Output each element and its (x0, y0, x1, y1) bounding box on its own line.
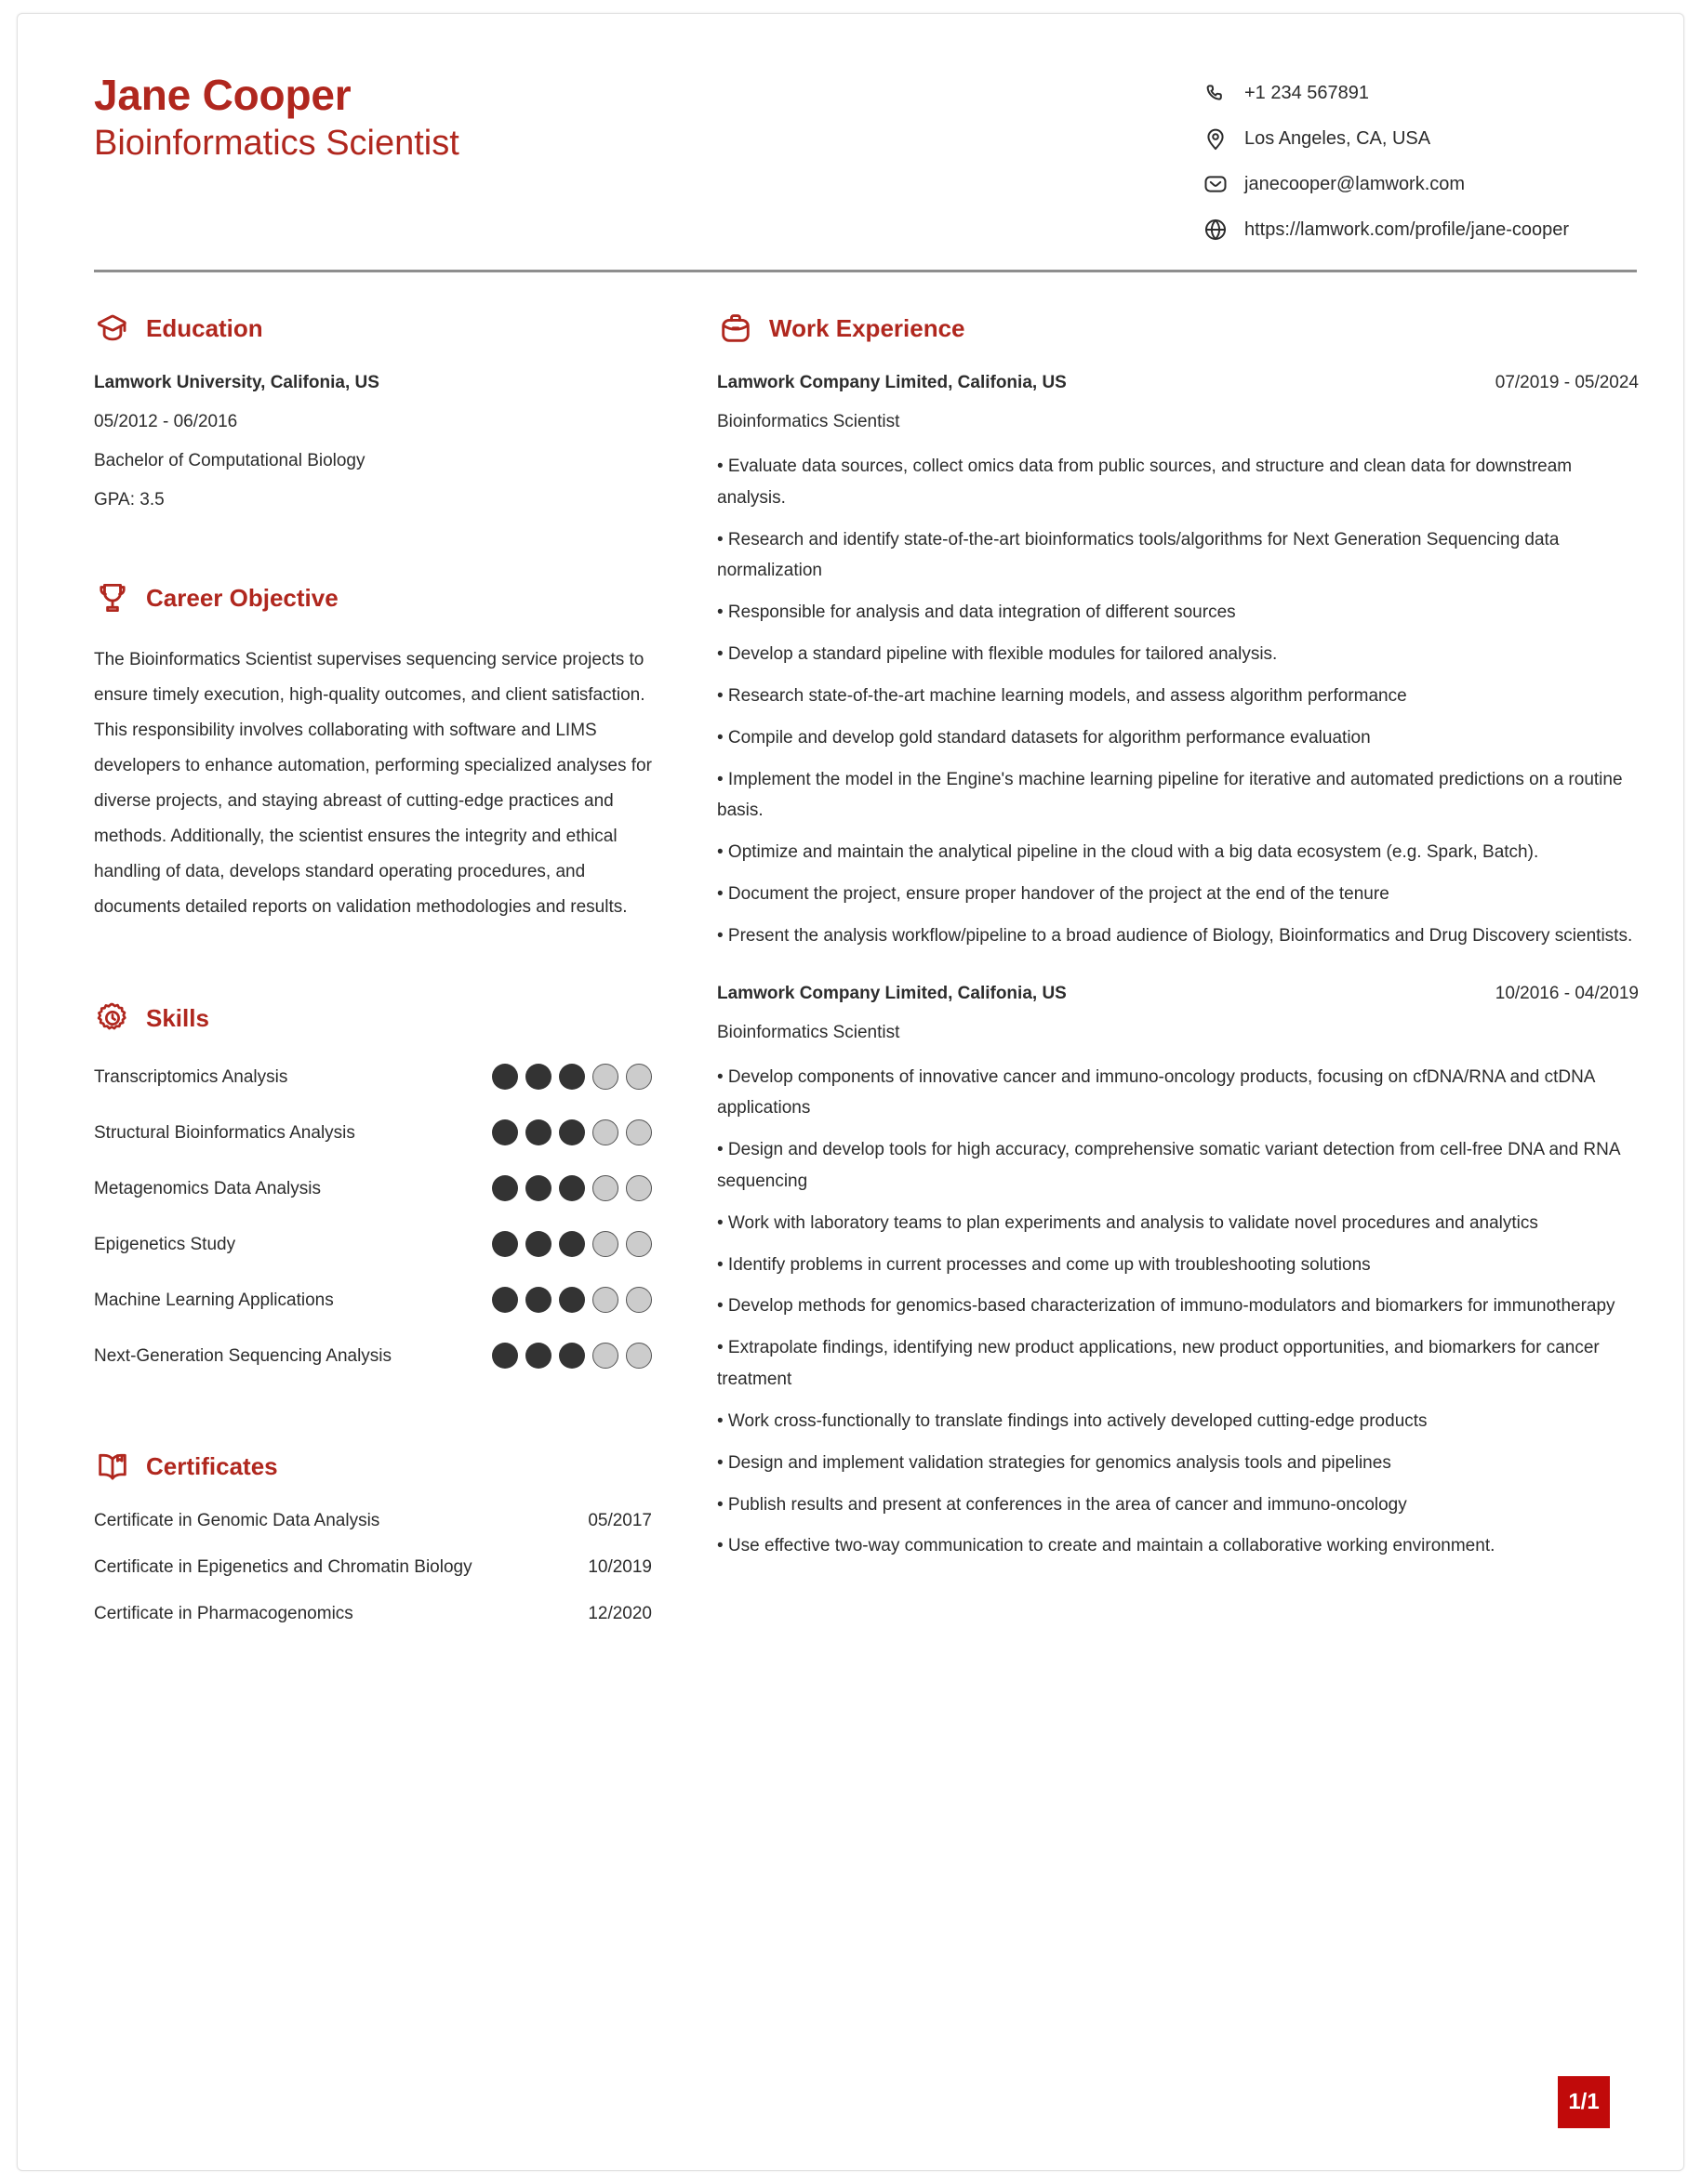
skill-item (94, 1174, 652, 1202)
education-gpa: GPA: 3.5 (94, 490, 165, 510)
skill-rating (492, 1231, 652, 1257)
job-bullet: • Develop a standard pipeline with flexible modules for tailored analysis. (717, 644, 1278, 665)
rating-dot-filled (559, 1343, 585, 1369)
rating-dot-empty (592, 1064, 618, 1090)
skill-rating (492, 1175, 652, 1201)
job-bullet: • Compile and develop gold standard datasets for algorithm performance evaluation (717, 727, 1371, 748)
certificate-date: 05/2017 (588, 1511, 652, 1530)
skill-label: Machine Learning Applications (94, 1290, 334, 1310)
education-dates: 05/2012 - 06/2016 (94, 412, 238, 431)
rating-dot-empty (626, 1343, 652, 1369)
job-bullet: • Use effective two-way communication to create and maintain a collaborative working environment. (717, 1536, 1495, 1556)
rating-dot-filled (525, 1119, 551, 1145)
skill-rating (492, 1064, 652, 1090)
section-education (94, 310, 652, 510)
job-bullet: • Design and develop tools for high accuracy, comprehensive somatic variant detection from cell-free DNA and RNA sequencing (717, 1140, 1620, 1191)
header-divider (94, 270, 1637, 272)
section-skills (94, 999, 652, 1370)
left-column (94, 310, 652, 1634)
contact-item-website[interactable] (1202, 216, 1633, 244)
skill-item (94, 1342, 652, 1370)
globe-icon (1202, 216, 1229, 244)
job-bullet: • Implement the model in the Engine's machine learning pipeline for iterative and automated predictions on a routine basis. (717, 769, 1623, 821)
certificates-header (94, 1448, 652, 1485)
contact-email-value: janecooper@lamwork.com (1244, 174, 1466, 194)
certificate-name: Certificate in Epigenetics and Chromatin Biology (94, 1557, 472, 1577)
job-bullet: • Research state-of-the-art machine learning models, and assess algorithm performance (717, 685, 1407, 706)
contact-website-value: https://lamwork.com/profile/jane-cooper (1244, 219, 1570, 240)
job-bullet: • Document the project, ensure proper handover of the project at the end of the tenure (717, 883, 1389, 904)
job-bullet: • Optimize and maintain the analytical pipeline in the cloud with a big data ecosystem (e.g. Spark, Batch). (717, 842, 1539, 863)
career-objective-title: Career Objective (146, 584, 339, 612)
rating-dot-filled (525, 1175, 551, 1201)
certificate-item (94, 1557, 652, 1578)
skill-item (94, 1286, 652, 1314)
rating-dot-empty (626, 1231, 652, 1257)
job-bullet: • Extrapolate findings, identifying new product applications, new product opportunities, and biomarkers for cancer treatment (717, 1338, 1600, 1390)
briefcase-icon (717, 310, 754, 347)
contact-location-value: Los Angeles, CA, USA (1244, 128, 1431, 149)
section-work-experience (717, 310, 1639, 1562)
rating-dot-filled (492, 1287, 518, 1313)
rating-dot-filled (525, 1064, 551, 1090)
skill-rating (492, 1119, 652, 1145)
education-header (94, 310, 652, 347)
trophy-icon (94, 579, 131, 616)
rating-dot-filled (492, 1064, 518, 1090)
job-bullet: • Develop components of innovative cancer and immuno-oncology products, focusing on cfDNA/RNA and ctDNA applications (717, 1066, 1595, 1118)
phone-icon (1202, 79, 1229, 107)
job-bullet: • Design and implement validation strategies for genomics analysis tools and pipelines (717, 1452, 1391, 1473)
contact-list (1202, 70, 1639, 244)
skill-item (94, 1063, 652, 1091)
rating-dot-filled (559, 1175, 585, 1201)
job-bullet: • Evaluate data sources, collect omics data from public sources, and structure and clean data for downstream analysis. (717, 457, 1573, 508)
contact-item-email[interactable] (1202, 170, 1633, 198)
header-job-title: Bioinformatics Scientist (94, 124, 459, 164)
job-organization: Lamwork Company Limited, Califonia, US (717, 983, 1067, 1003)
location-icon (1202, 125, 1229, 152)
section-certificates (94, 1448, 652, 1624)
rating-dot-filled (492, 1231, 518, 1257)
education-title: Education (146, 314, 263, 342)
job-bullet: • Responsible for analysis and data integration of different sources (717, 602, 1236, 623)
page-indicator-badge: 1/1 (1558, 2076, 1610, 2128)
page-title: Jane Cooper (94, 71, 352, 119)
certificates-title: Certificates (146, 1452, 278, 1480)
rating-dot-filled (559, 1064, 585, 1090)
rating-dot-filled (559, 1287, 585, 1313)
certificate-date: 12/2020 (588, 1604, 652, 1623)
rating-dot-filled (559, 1119, 585, 1145)
work-experience-header (717, 310, 1639, 347)
rating-dot-empty (626, 1064, 652, 1090)
rating-dot-filled (525, 1287, 551, 1313)
work-experience-item (717, 984, 1639, 1563)
skill-label: Structural Bioinformatics Analysis (94, 1122, 355, 1143)
resume-sheet (17, 13, 1684, 2171)
career-objective-text: The Bioinformatics Scientist supervises sequencing service projects to ensure timely execution, high-quality outcomes, and client satisfaction. This responsibility involves collaborating with software and LIMS developers to enhance automation, performing specialized analyses for diverse projects, and staying abreast of cutting-edge practices and methods. Additionally, the scientist ensures the integrity and ethical handling of data, develops standard operating procedures, and documents detailed reports on validation methodologies and results. (94, 650, 652, 917)
skill-item (94, 1118, 652, 1146)
job-bullet: • Present the analysis workflow/pipeline to a broad audience of Biology, Bioinformatics and Drug Discovery scientists. (717, 925, 1633, 946)
job-organization: Lamwork Company Limited, Califonia, US (717, 373, 1067, 392)
job-header (717, 984, 1639, 1004)
certificate-item (94, 1604, 652, 1624)
certificate-name: Certificate in Genomic Data Analysis (94, 1511, 380, 1530)
rating-dot-empty (592, 1175, 618, 1201)
skill-label: Epigenetics Study (94, 1234, 236, 1254)
skills-header (94, 999, 652, 1037)
job-bullet: • Develop methods for genomics-based characterization of immuno-modulators and biomarkers for immunotherapy (717, 1296, 1615, 1317)
contact-item-phone[interactable] (1202, 79, 1633, 107)
job-dates: 10/2016 - 04/2019 (1495, 983, 1639, 1003)
rating-dot-empty (592, 1231, 618, 1257)
education-degree: Bachelor of Computational Biology (94, 451, 365, 470)
section-career-objective (94, 579, 652, 925)
skill-rating (492, 1287, 652, 1313)
rating-dot-empty (626, 1287, 652, 1313)
skill-label: Metagenomics Data Analysis (94, 1178, 321, 1198)
identity-block (77, 70, 459, 166)
rating-dot-empty (592, 1119, 618, 1145)
job-bullet: • Identify problems in current processes and come up with troubleshooting solutions (717, 1254, 1371, 1275)
resume-body (77, 310, 1639, 1634)
rating-dot-filled (492, 1119, 518, 1145)
rating-dot-filled (525, 1343, 551, 1369)
job-role: Bioinformatics Scientist (717, 412, 900, 431)
rating-dot-empty (592, 1287, 618, 1313)
rating-dot-filled (492, 1175, 518, 1201)
job-bullet: • Research and identify state-of-the-art bioinformatics tools/algorithms for Next Generation Sequencing data normalization (717, 529, 1560, 581)
rating-dot-filled (525, 1231, 551, 1257)
certificate-name: Certificate in Pharmacogenomics (94, 1604, 353, 1623)
skill-rating (492, 1343, 652, 1369)
job-header (717, 373, 1639, 393)
job-bullet: • Publish results and present at conferences in the area of cancer and immuno-oncology (717, 1494, 1407, 1515)
education-organization: Lamwork University, Califonia, US (94, 373, 379, 392)
email-icon (1202, 170, 1229, 198)
graduation-cap-icon (94, 310, 131, 347)
column-gap (652, 310, 717, 1634)
right-column (717, 310, 1639, 1634)
skill-label: Transcriptomics Analysis (94, 1066, 288, 1087)
job-spacer (717, 958, 1639, 984)
resume-header (77, 51, 1639, 244)
rating-dot-filled (559, 1231, 585, 1257)
job-dates: 07/2019 - 05/2024 (1495, 373, 1639, 392)
open-book-icon (94, 1448, 131, 1485)
rating-dot-empty (626, 1175, 652, 1201)
rating-dot-empty (626, 1119, 652, 1145)
certificate-item (94, 1511, 652, 1531)
career-objective-header (94, 579, 652, 616)
skills-title: Skills (146, 1004, 209, 1032)
work-experience-title: Work Experience (769, 314, 965, 342)
work-experience-item (717, 373, 1639, 952)
contact-phone-value: +1 234 567891 (1244, 83, 1370, 103)
certificate-date: 10/2019 (588, 1557, 652, 1577)
job-role: Bioinformatics Scientist (717, 1022, 900, 1042)
rating-dot-empty (592, 1343, 618, 1369)
contact-item-location[interactable] (1202, 125, 1633, 152)
job-bullet: • Work with laboratory teams to plan experiments and analysis to validate novel procedures and analytics (717, 1212, 1538, 1233)
skill-item (94, 1230, 652, 1258)
gear-clock-icon (94, 999, 131, 1037)
job-bullet: • Work cross-functionally to translate findings into actively developed cutting-edge products (717, 1410, 1428, 1431)
skill-label: Next-Generation Sequencing Analysis (94, 1345, 392, 1366)
rating-dot-filled (492, 1343, 518, 1369)
